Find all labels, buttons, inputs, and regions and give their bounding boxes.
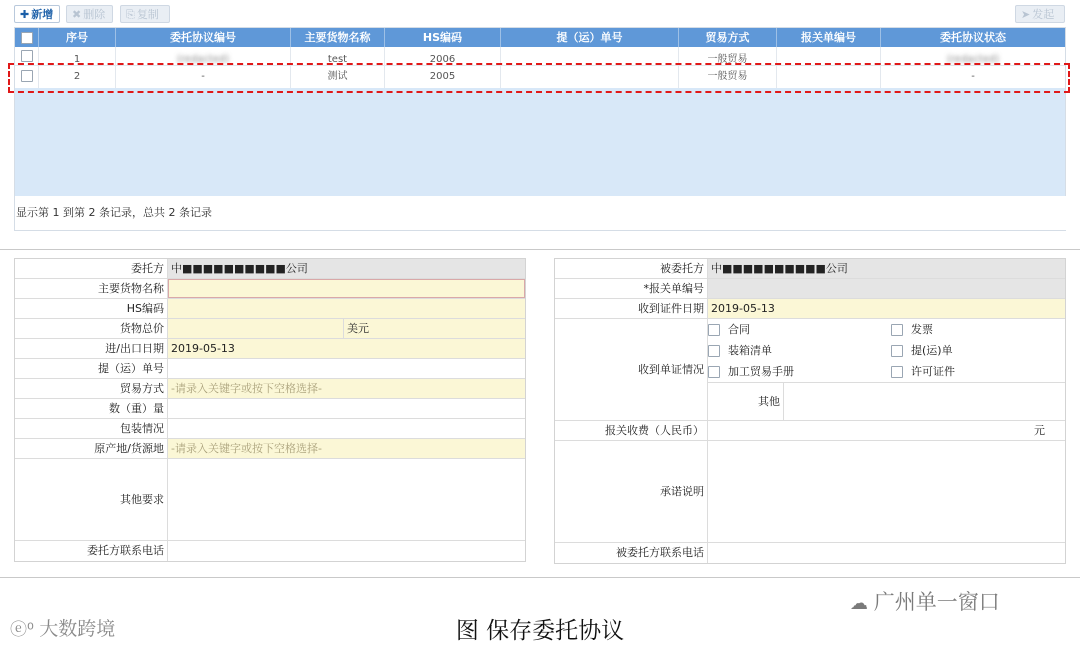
doc-packing-list-checkbox[interactable] — [708, 345, 720, 357]
goods-name-label: 主要货物名称 — [15, 279, 168, 298]
cell-status: (redacted) — [946, 54, 1000, 65]
plus-icon: ✚ — [20, 8, 30, 21]
cell-seq: 2 — [39, 66, 116, 88]
origin-label: 原产地/货源地 — [15, 439, 168, 458]
recv-date-row — [555, 299, 1065, 319]
doc-contract-option[interactable]: 合同 — [708, 320, 750, 340]
trade-row — [15, 379, 525, 399]
currency-select[interactable]: 美元 — [344, 319, 525, 338]
other-req-textarea[interactable] — [168, 459, 525, 540]
cell-goods: 测试 — [291, 66, 385, 88]
doc-invoice-checkbox[interactable] — [891, 324, 903, 336]
bill-input[interactable] — [168, 359, 525, 378]
docs-label: 收到单证情况 — [555, 319, 708, 420]
origin-row — [15, 439, 525, 459]
packing-label: 包装情况 — [15, 419, 168, 438]
cell-goods: test — [291, 47, 385, 65]
total-price-input[interactable] — [168, 319, 344, 338]
cell-agreement-no: (redacted) — [116, 47, 291, 65]
consignee-phone-row — [555, 543, 1065, 563]
promise-row — [555, 441, 1065, 543]
promise-label: 承诺说明 — [555, 441, 708, 542]
doc-bill-option[interactable]: 提(运)单 — [891, 341, 953, 361]
copy-icon: ⎘ — [126, 8, 135, 21]
highlight-box — [8, 63, 1070, 93]
fee-label: 报关收费（人民币） — [555, 421, 708, 440]
watermark-right: ☁ 广州单一窗口 — [850, 590, 1000, 614]
figure-caption: 图 保存委托协议 — [455, 618, 625, 644]
consignor-label: 委托方 — [15, 259, 168, 278]
doc-contract-checkbox[interactable] — [708, 324, 720, 336]
col-header-seq[interactable]: 序号 — [39, 28, 116, 47]
packing-input[interactable] — [168, 419, 525, 438]
packing-row — [15, 419, 525, 439]
send-icon: ➤ — [1021, 8, 1031, 21]
divider — [0, 249, 1080, 250]
grid-header — [15, 28, 1065, 47]
watermark-left: ⓔ⁰ 大数跨境 — [10, 618, 116, 640]
bill-label: 提（运）单号 — [15, 359, 168, 378]
trade-select[interactable]: -请录入关键字或按下空格选择- — [168, 379, 525, 398]
row-checkbox[interactable] — [21, 50, 33, 62]
decl-no-input[interactable] — [708, 279, 1065, 298]
date-input[interactable]: 2019-05-13 — [168, 339, 525, 358]
col-header-hs[interactable]: HS编码 — [385, 28, 501, 47]
consignee-value: 中■■■■■■■■■■公司 — [708, 259, 1065, 278]
consignor-phone-row — [15, 541, 525, 561]
doc-manual-option[interactable]: 加工贸易手册 — [708, 362, 794, 382]
select-all-cell — [15, 28, 39, 47]
recv-date-label: 收到证件日期 — [555, 299, 708, 318]
divider — [0, 577, 1080, 578]
bill-row — [15, 359, 525, 379]
cell-hs: 2006 — [385, 47, 501, 65]
doc-manual-checkbox[interactable] — [708, 366, 720, 378]
add-button[interactable]: ✚ 新增 — [14, 5, 60, 23]
decl-no-row — [555, 279, 1065, 299]
origin-select[interactable]: -请录入关键字或按下空格选择- — [168, 439, 525, 458]
doc-other-label: 其他 — [708, 382, 784, 421]
doc-packing-list-option[interactable]: 装箱清单 — [708, 341, 772, 361]
fee-unit: 元 — [1034, 424, 1045, 437]
weight-input[interactable] — [168, 399, 525, 418]
goods-name-row — [15, 279, 525, 299]
pagination-info: 显示第 1 到第 2 条记录，总共 2 条记录 — [15, 196, 1066, 230]
weight-row — [15, 399, 525, 419]
recv-date-input[interactable]: 2019-05-13 — [708, 299, 1065, 318]
doc-invoice-option[interactable]: 发票 — [891, 320, 933, 340]
delete-button[interactable]: ✖ 删除 — [66, 5, 113, 23]
col-header-trade[interactable]: 贸易方式 — [679, 28, 777, 47]
doc-bill-checkbox[interactable] — [891, 345, 903, 357]
cell-trade: 一般贸易 — [679, 66, 777, 88]
other-req-label: 其他要求 — [15, 459, 168, 540]
select-all-checkbox[interactable] — [21, 32, 33, 44]
fee-row — [555, 421, 1065, 441]
cell-agreement-no: - — [116, 66, 291, 88]
weight-label: 数（重）量 — [15, 399, 168, 418]
consignee-label: 被委托方 — [555, 259, 708, 278]
total-price-row — [15, 319, 525, 339]
consignee-phone-input[interactable] — [708, 543, 1065, 563]
doc-license-option[interactable]: 许可证件 — [891, 362, 955, 382]
doc-license-checkbox[interactable] — [891, 366, 903, 378]
col-header-bill[interactable]: 提（运）单号 — [501, 28, 679, 47]
cell-status: - — [971, 71, 975, 82]
consignor-form — [14, 258, 526, 562]
cell-seq: 1 — [39, 47, 116, 65]
doc-other-input[interactable] — [784, 383, 1065, 420]
chat-logo-icon: ⓔ⁰ — [10, 620, 40, 640]
date-row — [15, 339, 525, 359]
consignor-phone-label: 委托方联系电话 — [15, 541, 168, 561]
consignee-row — [555, 259, 1065, 279]
trade-label: 贸易方式 — [15, 379, 168, 398]
date-label: 进/出口日期 — [15, 339, 168, 358]
copy-button[interactable]: ⎘ 复制 — [120, 5, 170, 23]
decl-no-label: *报关单编号 — [555, 279, 708, 298]
other-req-row — [15, 459, 525, 541]
col-header-decl-no[interactable]: 报关单编号 — [777, 28, 881, 47]
hs-label: HS编码 — [15, 299, 168, 318]
cell-trade: 一般贸易 — [679, 47, 777, 65]
consignor-value: 中■■■■■■■■■■公司 — [168, 259, 525, 278]
close-icon: ✖ — [72, 8, 82, 21]
col-header-goods[interactable]: 主要货物名称 — [291, 28, 385, 47]
hs-row — [15, 299, 525, 319]
agreement-grid — [14, 27, 1066, 231]
docs-row — [555, 319, 1065, 421]
hs-input[interactable] — [168, 299, 525, 318]
promise-textarea[interactable] — [708, 441, 1065, 542]
col-header-agreement-no[interactable]: 委托协议编号 — [116, 28, 291, 47]
consignor-row — [15, 259, 525, 279]
total-price-label: 货物总价 — [15, 319, 168, 338]
send-button[interactable]: ➤ 发起 — [1015, 5, 1065, 23]
fee-input[interactable] — [708, 421, 1040, 440]
cell-hs: 2005 — [385, 66, 501, 88]
goods-name-input[interactable] — [168, 279, 525, 298]
wechat-icon: ☁ — [850, 593, 874, 614]
consignee-phone-label: 被委托方联系电话 — [555, 543, 708, 563]
col-header-status[interactable]: 委托协议状态 — [940, 31, 1006, 44]
consignee-form — [554, 258, 1066, 564]
consignor-phone-input[interactable] — [168, 541, 525, 561]
